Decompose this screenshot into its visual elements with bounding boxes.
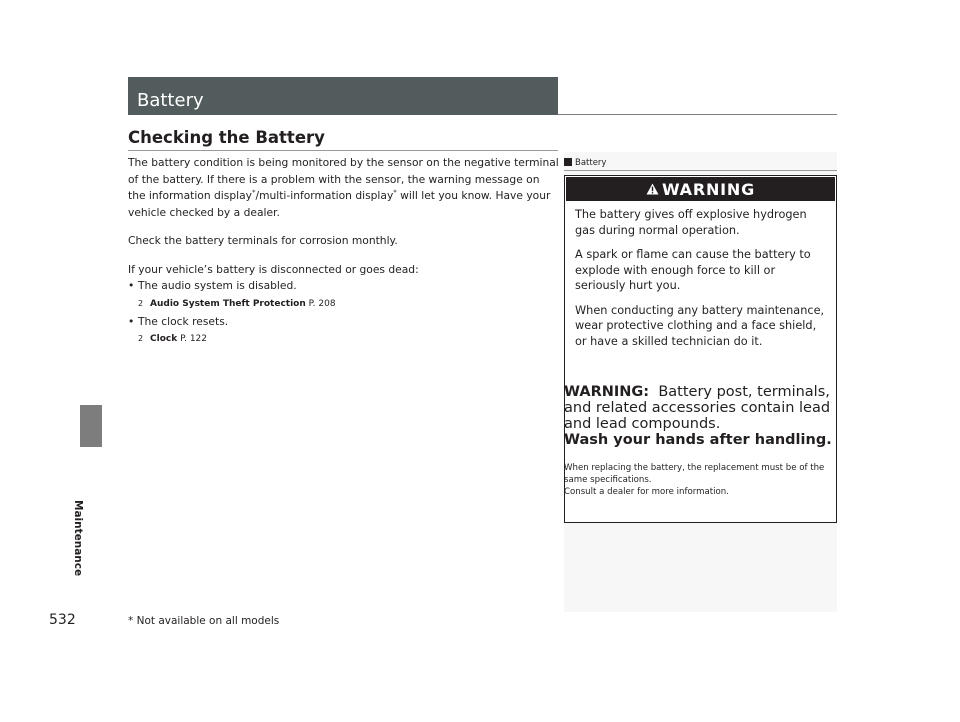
warning-triangle-icon — [646, 183, 659, 195]
footnote: * Not available on all models — [128, 615, 280, 627]
bullet-icon: • — [128, 314, 135, 328]
list-item: • The clock resets. 2 Clock P. 122 — [128, 314, 560, 347]
lead-warning-label: WARNING: — [564, 384, 650, 400]
warning-label: WARNING — [661, 179, 756, 199]
intro-paragraph: The battery condition is being monitored by the sensor on the negative terminal of the battery. If there is a problem with the sensor, the warning message on the information display*/multi-information display* will let you know. Have your vehicle checked by a dealer. — [128, 156, 559, 219]
sidebar-notes — [564, 152, 837, 612]
cross-reference-icon: 2 — [138, 334, 144, 343]
section-divider — [558, 114, 837, 115]
replacement-note — [564, 462, 832, 498]
chapter-label: Maintenance — [72, 500, 84, 577]
page-heading: Checking the Battery — [128, 128, 325, 147]
list-item: • The audio system is disabled. 2 Audio System Theft Protection P. 208 — [128, 278, 560, 311]
footnote-asterisk: * — [393, 188, 397, 197]
warning-text — [565, 201, 836, 349]
main-content — [128, 155, 560, 349]
warning-banner — [566, 177, 835, 201]
lead-warning — [564, 384, 834, 448]
cross-reference-icon: 2 — [138, 298, 144, 308]
lead-warning-instruction: Wash your hands after handling. — [564, 432, 832, 448]
warning-paragraph: The battery gives off explosive hydrogen gas during normal operation. — [575, 208, 807, 237]
cross-reference-link[interactable]: 2 Audio System Theft Protection P. 208 — [138, 298, 336, 309]
footnote-asterisk: * — [251, 188, 256, 197]
sidebar-marker-icon — [564, 158, 572, 166]
list-intro: If your vehicle’s battery is disconnected or goes dead: — [128, 262, 419, 276]
page-number: 532 — [49, 612, 76, 628]
note-paragraph: When replacing the battery, the replacement must be of the same specifications. — [564, 463, 825, 485]
section-title: Battery — [137, 90, 204, 111]
heading-divider — [128, 150, 558, 151]
effects-list — [128, 278, 560, 346]
section-title-bar — [128, 77, 558, 115]
warning-paragraph: A spark or flame can cause the battery to explode with enough force to kill or seriously hurt you. — [575, 248, 811, 292]
lead-warning-text: Battery post, terminals, and related accessories contain lead and lead compounds. — [564, 384, 831, 432]
cross-reference-link[interactable]: 2 Clock P. 122 — [138, 334, 208, 344]
chapter-tab — [80, 405, 102, 447]
inspection-paragraph: Check the battery terminals for corrosion monthly. — [128, 234, 398, 247]
bullet-icon: • — [128, 279, 135, 292]
sidebar-heading: Battery — [564, 158, 606, 168]
sidebar-divider — [564, 170, 837, 171]
warning-paragraph: When conducting any battery maintenance, wear protective clothing and a face shield, or have a skilled technician do it. — [575, 303, 825, 348]
note-paragraph: Consult a dealer for more information. — [564, 487, 729, 497]
